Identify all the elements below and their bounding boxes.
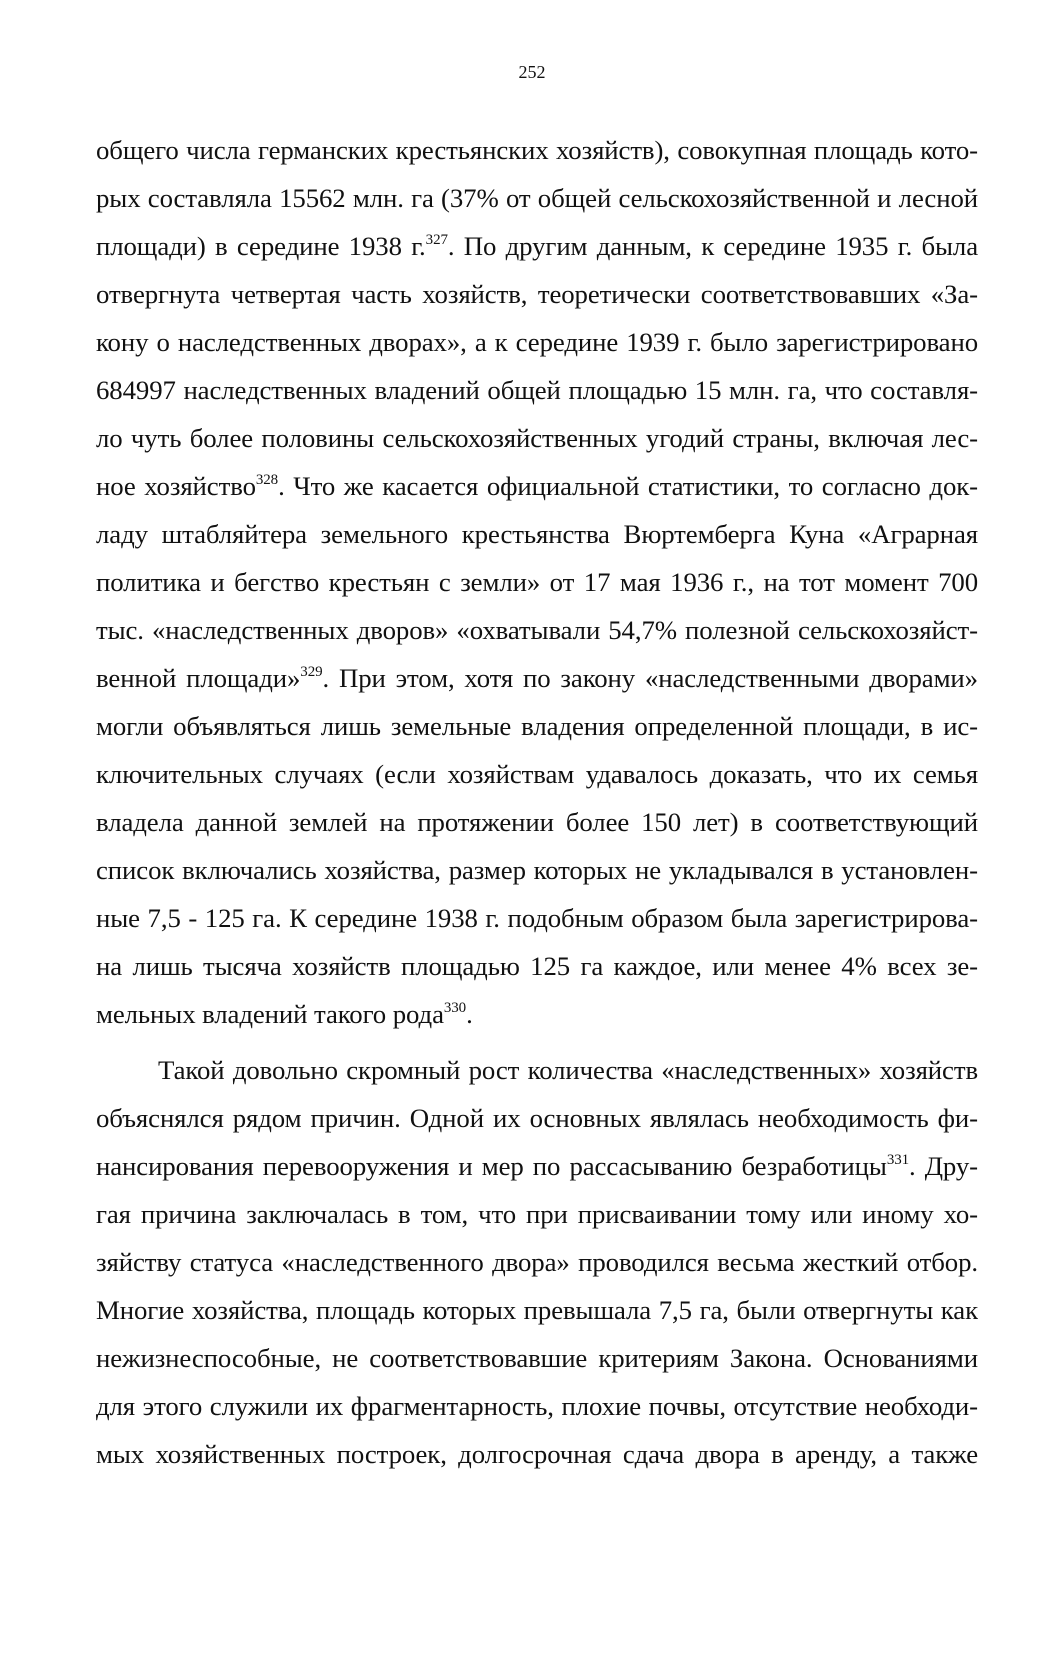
text-line: Многие хозяйства, площадь которых превышала 7,5 га, были отвергнуты как [96,1295,978,1325]
page-number: 252 [518,62,546,82]
text-line: площади) в середине 1938 г.$^{327}$. По другим данным, к середине 1935 г. была [96,231,978,261]
text-line: общего числа германских крестьянских хозяйств), совокупная площадь кото- [96,135,978,165]
text-line: владела данной землей на протяжении более 150 лет) в соответствующий [96,807,978,837]
text-line: ключительных случаях (если хозяйствам удавалось доказать, что их семья [96,759,978,789]
text-line: политика и бегство крестьян с земли» от 17 мая 1936 г., на тот момент 700 [96,567,978,597]
text-line: 684997 наследственных владений общей площадью 15 млн. га, что составля- [96,375,978,405]
text-line: для этого служили их фрагментарность, плохие почвы, отсутствие необходи- [96,1391,978,1421]
footnote-ref: 331 [886,1152,910,1168]
text-line: гая причина заключалась в том, что при присваивании тому или иному хо- [96,1199,978,1229]
text-line: тыс. «наследственных дворов» «охватывали 54,7% полезной сельскохозяйст- [96,615,978,645]
text-line: ладу штабляйтера земельного крестьянства Вюртемберга Куна «Аграрная [96,519,978,549]
text-line: на лишь тысяча хозяйств площадью 125 га каждое, или менее 4% всех зе- [96,951,978,981]
text-line: рых составляла 15562 млн. га (37% от общей сельскохозяйственной и лесной [96,183,978,213]
text-line: могли объявляться лишь земельные владения определенной площади, в ис- [96,711,978,741]
paragraph-1 [96,126,978,1038]
text-line: объяснялся рядом причин. Одной их основных являлась необходимость фи- [96,1103,978,1133]
text-line: нежизнеспособные, не соответствовавшие критериям Закона. Основаниями [96,1343,978,1373]
text-line: нансирования перевооружения и мер по рассасыванию безработицы$^{331}$. Дру- [96,1151,978,1181]
footnote-ref: 330 [443,1000,467,1016]
text-line: ные 7,5 - 125 га. К середине 1938 г. подобным образом была зарегистрирова- [96,903,978,933]
text-line: Такой довольно скромный рост количества «наследственных» хозяйств [158,1055,978,1085]
paragraph-2 [96,1046,978,1478]
text-line: мельных владений такого рода$^{330}$. [96,999,473,1029]
body-text [96,126,978,1478]
text-line: ное хозяйство$^{328}$. Что же касается официальной статистики, то согласно док- [96,471,978,501]
footnote-ref: 329 [300,664,323,680]
text-line: ло чуть более половины сельскохозяйственных угодий страны, включая лес- [96,423,978,453]
text-line: кону о наследственных дворах», а к середине 1939 г. было зарегистрировано [96,327,978,357]
text-line: список включались хозяйства, размер которых не укладывался в установлен- [96,855,978,885]
text-line: мых хозяйственных построек, долгосрочная сдача двора в аренду, а также [96,1439,978,1469]
text-line: отвергнута четвертая часть хозяйств, теоретически соответствовавших «За- [96,279,978,309]
footnote-ref: 327 [425,232,448,248]
text-line: зяйству статуса «наследственного двора» проводился весьма жесткий отбор. [96,1247,978,1277]
text-line: венной площади»$^{329}$. При этом, хотя по закону «наследственными дворами» [96,663,978,693]
footnote-ref: 328 [255,472,279,488]
